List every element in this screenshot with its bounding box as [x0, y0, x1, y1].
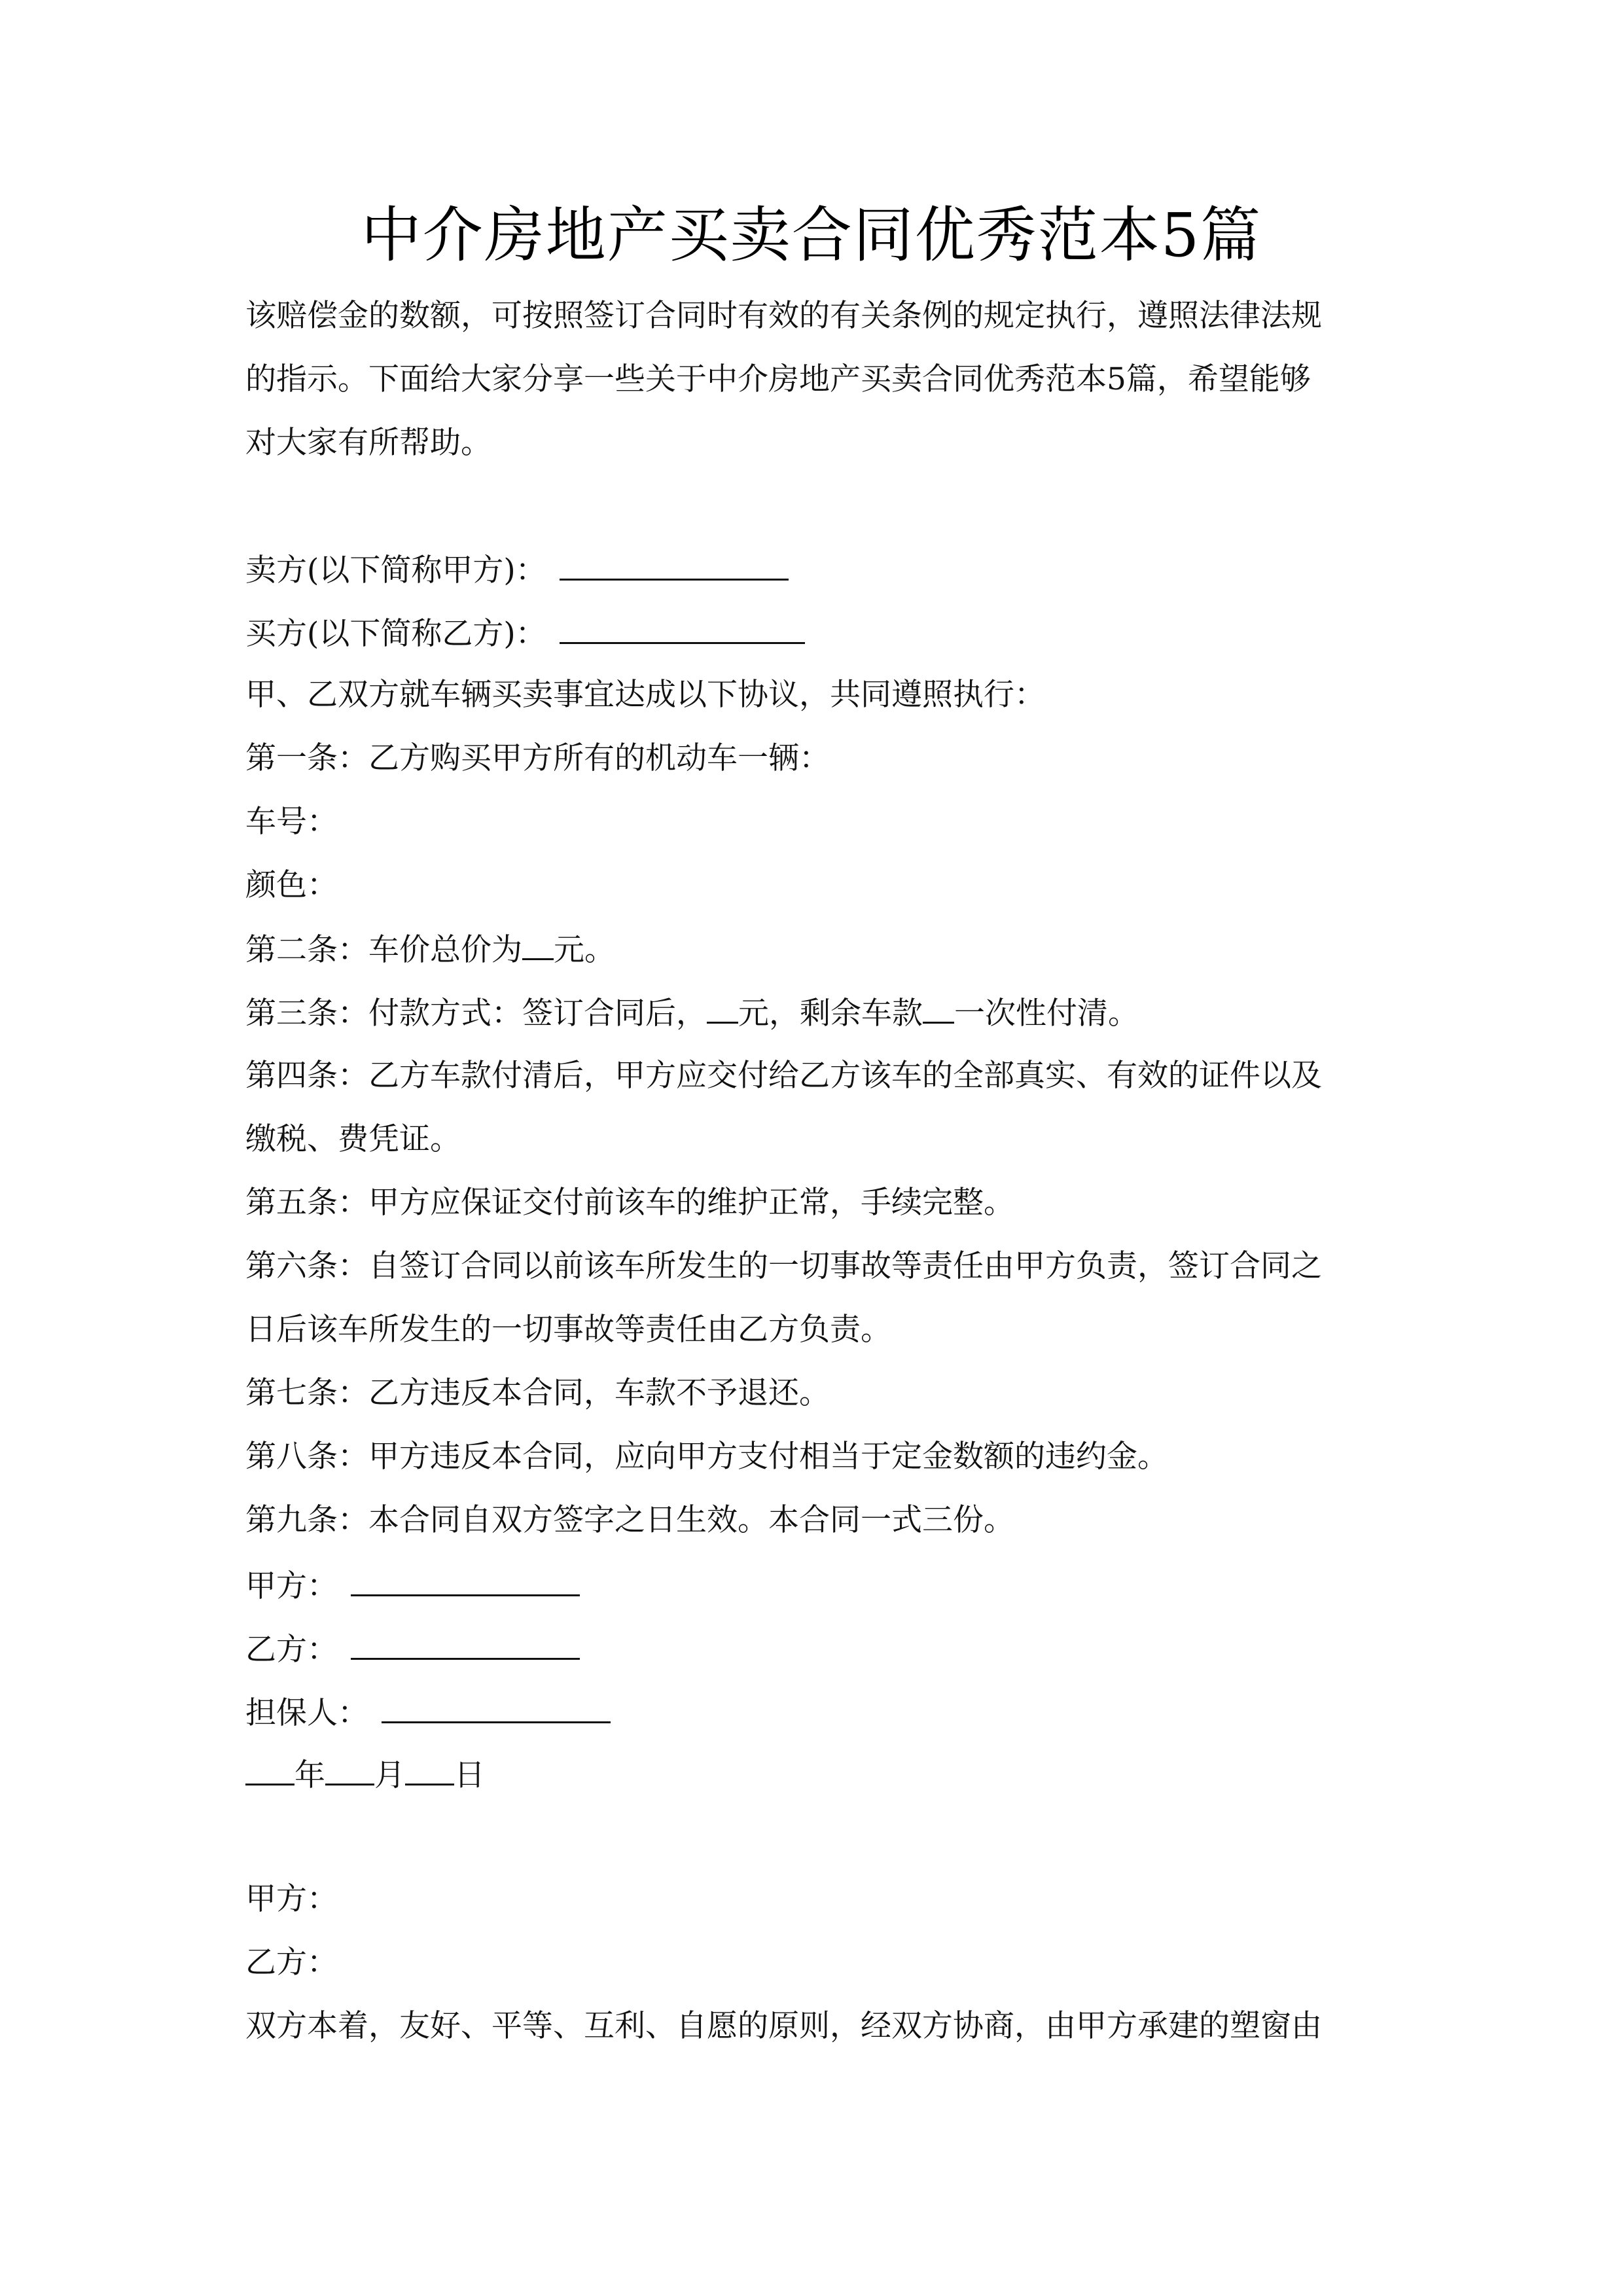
day-label: 日 — [454, 1757, 485, 1793]
party-b-signature — [245, 1628, 580, 1670]
article-3-part3: 一次性付清。 — [954, 996, 1139, 1031]
second-contract-opening: 双方本着，友好、平等、互利、自愿的原则，经双方协商，由甲方承建的塑窗由 — [245, 2008, 1322, 2044]
deposit-blank[interactable] — [707, 993, 738, 1024]
second-party-b-label: 乙方： — [245, 1945, 338, 1981]
guarantor-label: 担保人： — [245, 1695, 368, 1731]
color-label: 颜色： — [245, 867, 338, 903]
article-6-line-2: 日后该车所发生的一切事故等责任由乙方负责。 — [245, 1312, 891, 1348]
agreement-intro: 甲、乙双方就车辆买卖事宜达成以下协议，共同遵照执行： — [245, 677, 1045, 713]
article-2-prefix: 第二条：车价总价为 — [245, 932, 522, 968]
article-2 — [245, 929, 615, 970]
party-a-signature — [245, 1564, 580, 1606]
guarantor-signature — [245, 1691, 611, 1733]
year-label: 年 — [294, 1757, 325, 1793]
party-a-label: 甲方： — [245, 1568, 338, 1604]
article-6-line-1: 第六条：自签订合同以前该车所发生的一切事故等责任由甲方负责，签订合同之 — [245, 1248, 1322, 1284]
car-number-label: 车号： — [245, 804, 338, 840]
buyer-label: 买方(以下简称乙方)： — [245, 616, 546, 652]
seller-field — [245, 548, 789, 590]
party-a-blank[interactable] — [351, 1564, 580, 1596]
guarantor-blank[interactable] — [382, 1691, 611, 1723]
article-9: 第九条：本合同自双方签字之日生效。本合同一式三份。 — [245, 1502, 1014, 1538]
article-5: 第五条：甲方应保证交付前该车的维护正常，手续完整。 — [245, 1185, 1014, 1221]
article-8: 第八条：甲方违反本合同，应向甲方支付相当于定金数额的违约金。 — [245, 1439, 1168, 1475]
party-b-label: 乙方： — [245, 1632, 338, 1668]
date-line — [245, 1755, 485, 1795]
buyer-field — [245, 612, 805, 654]
article-4-line-1: 第四条：乙方车款付清后，甲方应交付给乙方该车的全部真实、有效的证件以及 — [245, 1058, 1322, 1094]
article-3-part2: 元，剩余车款 — [738, 996, 923, 1031]
article-3 — [245, 993, 1139, 1033]
buyer-blank[interactable] — [560, 612, 805, 644]
intro-line-1: 该赔偿金的数额，可按照签订合同时有效的有关条例的规定执行，遵照法律法规 — [245, 298, 1322, 334]
seller-blank[interactable] — [560, 548, 789, 581]
article-4-line-2: 缴税、费凭证。 — [245, 1121, 461, 1157]
price-blank[interactable] — [522, 929, 554, 960]
month-label: 月 — [374, 1757, 405, 1793]
seller-label: 卖方(以下简称甲方)： — [245, 552, 546, 588]
remaining-blank[interactable] — [923, 993, 954, 1024]
article-7: 第七条：乙方违反本合同，车款不予退还。 — [245, 1375, 830, 1411]
party-b-blank[interactable] — [351, 1628, 580, 1660]
article-2-suffix: 元。 — [554, 932, 615, 968]
document-title: 中介房地产买卖合同优秀范本5篇 — [361, 200, 1262, 270]
intro-line-3: 对大家有所帮助。 — [245, 425, 491, 461]
second-party-a-label: 甲方： — [245, 1881, 338, 1917]
article-3-part1: 第三条：付款方式：签订合同后， — [245, 996, 707, 1031]
day-blank[interactable] — [405, 1755, 454, 1785]
month-blank[interactable] — [325, 1755, 374, 1785]
intro-line-2: 的指示。下面给大家分享一些关于中介房地产买卖合同优秀范本5篇，希望能够 — [245, 361, 1311, 397]
article-1: 第一条：乙方购买甲方所有的机动车一辆： — [245, 740, 830, 776]
year-blank[interactable] — [245, 1755, 294, 1785]
